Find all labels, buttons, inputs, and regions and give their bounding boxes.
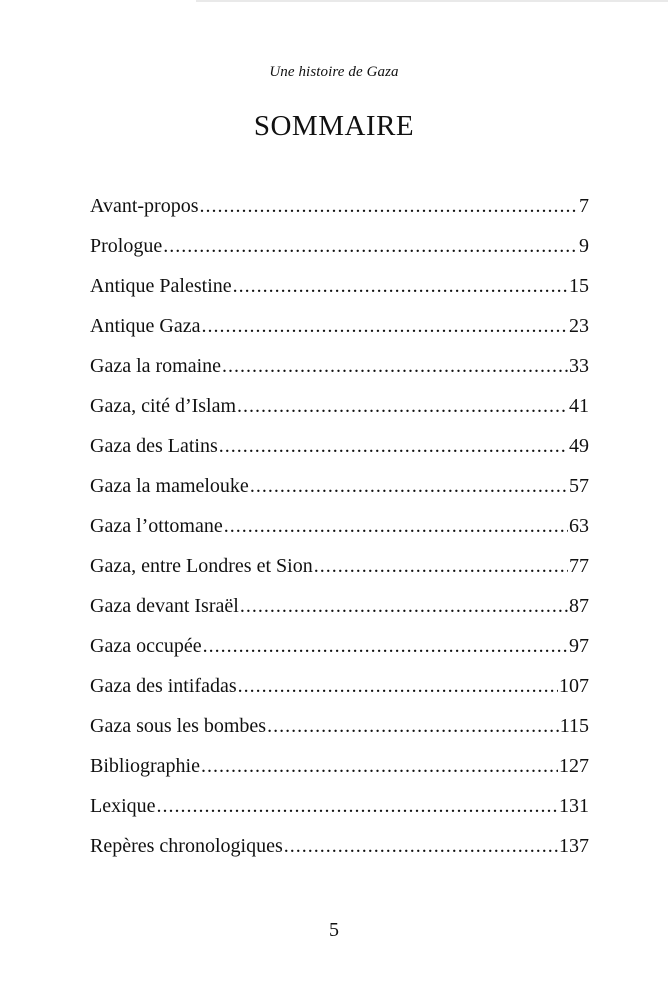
toc-entry-page: 49 bbox=[569, 435, 589, 457]
toc-dot-leader bbox=[267, 710, 559, 742]
toc-entry-label: Gaza devant Israël bbox=[90, 595, 239, 617]
toc-dot-leader bbox=[224, 510, 568, 542]
toc-entry bbox=[90, 750, 589, 790]
toc-entry bbox=[90, 550, 589, 590]
toc-dot-leader bbox=[200, 190, 579, 222]
toc-entry bbox=[90, 670, 589, 710]
toc-entry bbox=[90, 790, 589, 830]
toc-entry-label: Gaza des intifadas bbox=[90, 675, 237, 697]
toc-entry-label: Repères chronologiques bbox=[90, 835, 283, 857]
toc-entry-page: 57 bbox=[569, 475, 589, 497]
toc-dot-leader bbox=[202, 310, 568, 342]
toc-entry-label: Bibliographie bbox=[90, 755, 200, 777]
toc-dot-leader bbox=[219, 430, 568, 462]
toc-dot-leader bbox=[314, 550, 568, 582]
toc-entry bbox=[90, 390, 589, 430]
toc-entry-page: 23 bbox=[569, 315, 589, 337]
toc-dot-leader bbox=[250, 470, 568, 502]
toc-entry-label: Gaza sous les bombes bbox=[90, 715, 267, 737]
toc-entry-page: 87 bbox=[569, 595, 589, 617]
toc-dot-leader bbox=[237, 390, 568, 422]
toc-entry-page: 33 bbox=[569, 355, 589, 377]
toc-entry-page: 115 bbox=[559, 715, 589, 737]
toc-entry-page: 15 bbox=[569, 275, 589, 297]
toc-entry-page: 137 bbox=[559, 835, 589, 857]
toc-entry-label: Gaza occupée bbox=[90, 635, 202, 657]
toc-entry-label: Gaza la mamelouke bbox=[90, 475, 249, 497]
toc-entry bbox=[90, 350, 589, 390]
toc-entry bbox=[90, 310, 589, 350]
toc-entry bbox=[90, 190, 589, 230]
toc-entry-label: Gaza, cité d’Islam bbox=[90, 395, 237, 417]
toc-entry bbox=[90, 830, 589, 870]
toc-entry bbox=[90, 710, 589, 750]
toc-entry bbox=[90, 590, 589, 630]
toc-dot-leader bbox=[284, 830, 558, 862]
toc-entry-page: 131 bbox=[559, 795, 589, 817]
toc-entry-label: Avant-propos bbox=[90, 195, 199, 217]
toc-entry-page: 9 bbox=[579, 235, 589, 257]
toc-entry bbox=[90, 230, 589, 270]
toc-entry bbox=[90, 510, 589, 550]
toc-entry-page: 63 bbox=[569, 515, 589, 537]
toc-dot-leader bbox=[203, 630, 568, 662]
page-title: SOMMAIRE bbox=[253, 110, 415, 142]
toc-entry-label: Gaza la romaine bbox=[90, 355, 222, 377]
toc-dot-leader bbox=[157, 790, 558, 822]
toc-entry-page: 97 bbox=[569, 635, 589, 657]
toc-entry bbox=[90, 430, 589, 470]
toc-entry-page: 77 bbox=[569, 555, 589, 577]
toc-entry-page: 127 bbox=[559, 755, 589, 777]
toc-dot-leader bbox=[201, 750, 558, 782]
toc-entry-label: Antique Palestine bbox=[90, 275, 232, 297]
toc-entry-page: 41 bbox=[569, 395, 589, 417]
toc-dot-leader bbox=[222, 350, 568, 382]
table-of-contents bbox=[90, 190, 589, 870]
page-top-edge bbox=[196, 0, 668, 2]
toc-entry-label: Lexique bbox=[90, 795, 156, 817]
toc-dot-leader bbox=[238, 670, 558, 702]
toc-entry bbox=[90, 470, 589, 510]
toc-dot-leader bbox=[240, 590, 568, 622]
toc-entry-label: Prologue bbox=[90, 235, 163, 257]
toc-entry bbox=[90, 270, 589, 310]
page-number: 5 bbox=[329, 919, 339, 941]
toc-entry-label: Gaza l’ottomane bbox=[90, 515, 223, 537]
toc-entry-page: 107 bbox=[559, 675, 589, 697]
toc-entry-page: 7 bbox=[579, 195, 589, 217]
toc-entry-label: Antique Gaza bbox=[90, 315, 201, 337]
toc-entry-label: Gaza, entre Londres et Sion bbox=[90, 555, 313, 577]
running-head: Une histoire de Gaza bbox=[269, 64, 399, 80]
toc-entry-label: Gaza des Latins bbox=[90, 435, 218, 457]
toc-dot-leader bbox=[163, 230, 578, 262]
toc-dot-leader bbox=[233, 270, 568, 302]
toc-entry bbox=[90, 630, 589, 670]
